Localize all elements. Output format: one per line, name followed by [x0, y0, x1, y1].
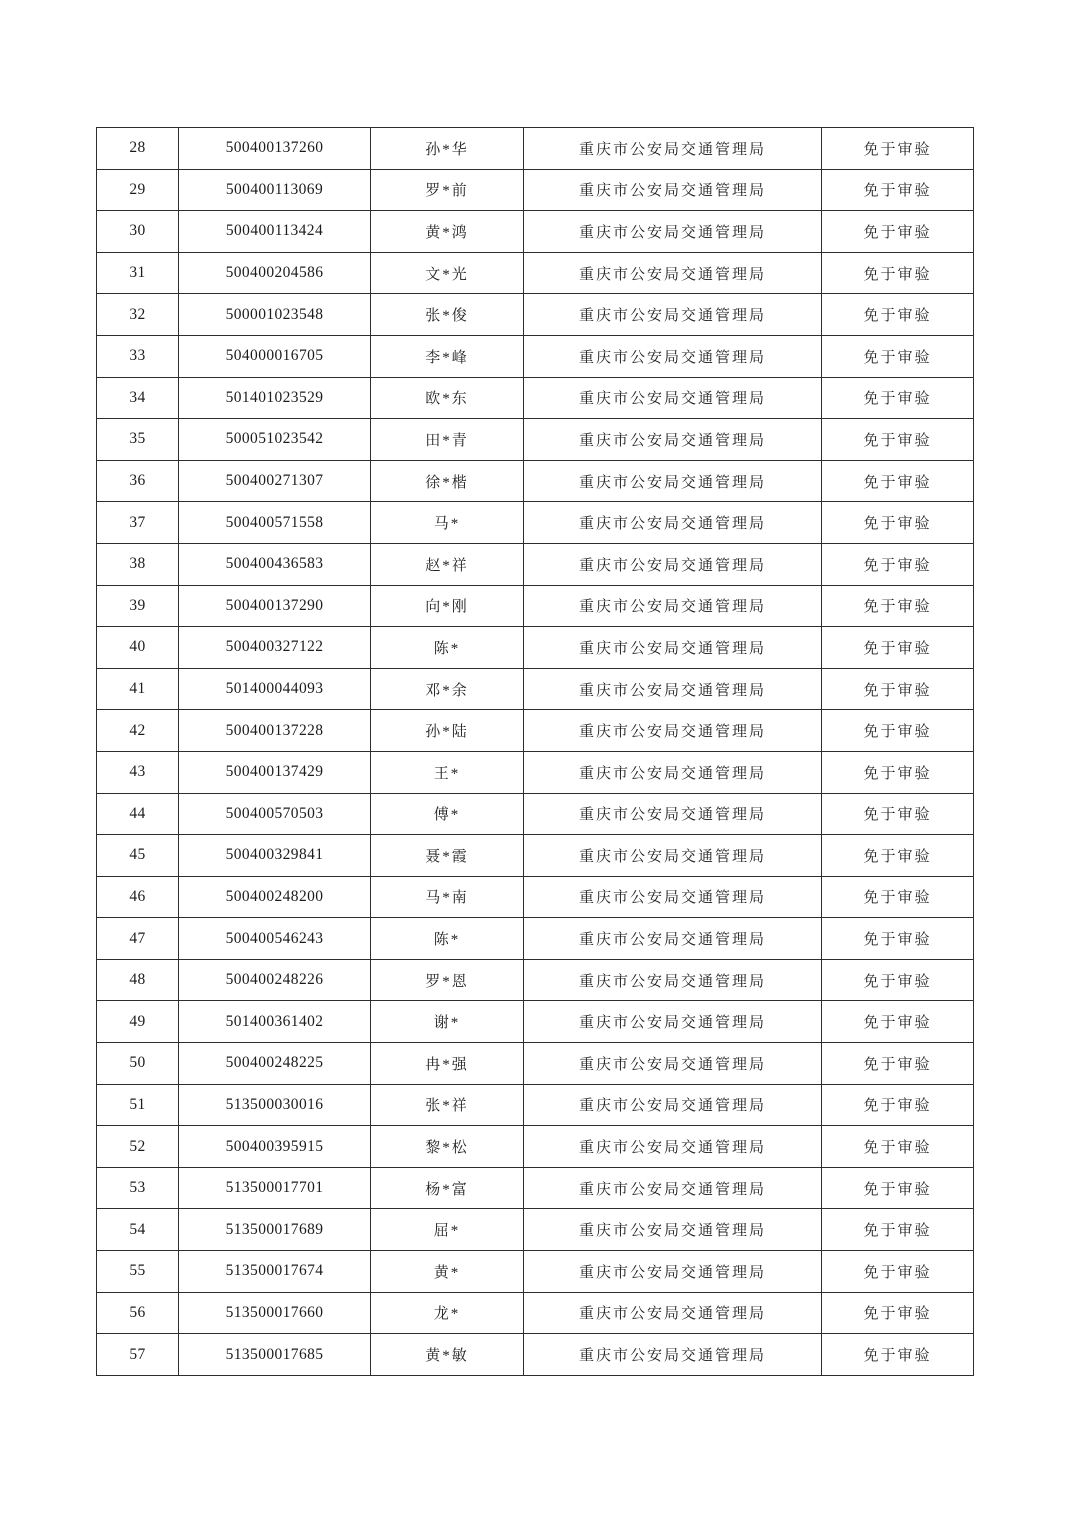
status-cell: 免于审验 [822, 252, 974, 294]
status-cell: 免于审验 [822, 335, 974, 377]
record-id-cell: 500400571558 [179, 502, 371, 544]
masked-name-cell: 龙* [371, 1292, 524, 1334]
table-row [97, 294, 974, 336]
row-number-cell: 44 [97, 793, 179, 835]
masked-name-cell: 黎*松 [371, 1126, 524, 1168]
organization-cell: 重庆市公安局交通管理局 [524, 751, 822, 793]
organization-cell: 重庆市公安局交通管理局 [524, 1001, 822, 1043]
record-id-cell: 500400327122 [179, 627, 371, 669]
masked-name-cell: 罗*恩 [371, 959, 524, 1001]
row-number-cell: 52 [97, 1126, 179, 1168]
row-number-cell: 49 [97, 1001, 179, 1043]
record-id-cell: 500400137228 [179, 710, 371, 752]
masked-name-cell: 孙*陆 [371, 710, 524, 752]
table-row [97, 1126, 974, 1168]
record-id-cell: 500400395915 [179, 1126, 371, 1168]
masked-name-cell: 马* [371, 502, 524, 544]
table-row [97, 1334, 974, 1376]
record-id-cell: 504000016705 [179, 335, 371, 377]
status-cell: 免于审验 [822, 1167, 974, 1209]
status-cell: 免于审验 [822, 460, 974, 502]
status-cell: 免于审验 [822, 1043, 974, 1085]
record-id-cell: 500051023542 [179, 419, 371, 461]
organization-cell: 重庆市公安局交通管理局 [524, 419, 822, 461]
record-id-cell: 513500017660 [179, 1292, 371, 1334]
table-row [97, 377, 974, 419]
table-row [97, 502, 974, 544]
status-cell: 免于审验 [822, 543, 974, 585]
record-id-cell: 500400113069 [179, 169, 371, 211]
record-id-cell: 500400248226 [179, 959, 371, 1001]
row-number-cell: 54 [97, 1209, 179, 1251]
table-row [97, 1043, 974, 1085]
status-cell: 免于审验 [822, 835, 974, 877]
masked-name-cell: 邓*余 [371, 668, 524, 710]
status-cell: 免于审验 [822, 419, 974, 461]
masked-name-cell: 李*峰 [371, 335, 524, 377]
row-number-cell: 56 [97, 1292, 179, 1334]
masked-name-cell: 冉*强 [371, 1043, 524, 1085]
status-cell: 免于审验 [822, 211, 974, 253]
record-id-cell: 513500017689 [179, 1209, 371, 1251]
records-table [96, 127, 974, 1376]
table-body [97, 128, 974, 1376]
masked-name-cell: 文*光 [371, 252, 524, 294]
record-id-cell: 500400204586 [179, 252, 371, 294]
masked-name-cell: 徐*楷 [371, 460, 524, 502]
table-row [97, 252, 974, 294]
organization-cell: 重庆市公安局交通管理局 [524, 793, 822, 835]
organization-cell: 重庆市公安局交通管理局 [524, 627, 822, 669]
masked-name-cell: 欧*东 [371, 377, 524, 419]
row-number-cell: 34 [97, 377, 179, 419]
row-number-cell: 55 [97, 1251, 179, 1293]
status-cell: 免于审验 [822, 128, 974, 170]
table-row [97, 710, 974, 752]
masked-name-cell: 陈* [371, 627, 524, 669]
status-cell: 免于审验 [822, 1001, 974, 1043]
masked-name-cell: 张*俊 [371, 294, 524, 336]
organization-cell: 重庆市公安局交通管理局 [524, 1043, 822, 1085]
record-id-cell: 500400137260 [179, 128, 371, 170]
status-cell: 免于审验 [822, 959, 974, 1001]
masked-name-cell: 杨*富 [371, 1167, 524, 1209]
record-id-cell: 500400329841 [179, 835, 371, 877]
row-number-cell: 39 [97, 585, 179, 627]
table-row [97, 1209, 974, 1251]
record-id-cell: 500400113424 [179, 211, 371, 253]
row-number-cell: 32 [97, 294, 179, 336]
row-number-cell: 40 [97, 627, 179, 669]
row-number-cell: 36 [97, 460, 179, 502]
status-cell: 免于审验 [822, 876, 974, 918]
masked-name-cell: 张*祥 [371, 1084, 524, 1126]
status-cell: 免于审验 [822, 1209, 974, 1251]
masked-name-cell: 屈* [371, 1209, 524, 1251]
masked-name-cell: 谢* [371, 1001, 524, 1043]
status-cell: 免于审验 [822, 169, 974, 211]
organization-cell: 重庆市公安局交通管理局 [524, 252, 822, 294]
masked-name-cell: 赵*祥 [371, 543, 524, 585]
table-row [97, 835, 974, 877]
status-cell: 免于审验 [822, 668, 974, 710]
organization-cell: 重庆市公安局交通管理局 [524, 585, 822, 627]
masked-name-cell: 孙*华 [371, 128, 524, 170]
record-id-cell: 500001023548 [179, 294, 371, 336]
row-number-cell: 47 [97, 918, 179, 960]
table-row [97, 876, 974, 918]
table-row [97, 793, 974, 835]
table-row [97, 959, 974, 1001]
status-cell: 免于审验 [822, 918, 974, 960]
table-row [97, 668, 974, 710]
table-row [97, 543, 974, 585]
table-row [97, 335, 974, 377]
row-number-cell: 43 [97, 751, 179, 793]
masked-name-cell: 马*南 [371, 876, 524, 918]
record-id-cell: 513500017685 [179, 1334, 371, 1376]
masked-name-cell: 田*青 [371, 419, 524, 461]
organization-cell: 重庆市公安局交通管理局 [524, 835, 822, 877]
table-row [97, 169, 974, 211]
row-number-cell: 46 [97, 876, 179, 918]
status-cell: 免于审验 [822, 1084, 974, 1126]
organization-cell: 重庆市公安局交通管理局 [524, 1209, 822, 1251]
status-cell: 免于审验 [822, 1292, 974, 1334]
status-cell: 免于审验 [822, 710, 974, 752]
status-cell: 免于审验 [822, 793, 974, 835]
row-number-cell: 51 [97, 1084, 179, 1126]
masked-name-cell: 向*刚 [371, 585, 524, 627]
table-row [97, 1251, 974, 1293]
row-number-cell: 57 [97, 1334, 179, 1376]
organization-cell: 重庆市公安局交通管理局 [524, 918, 822, 960]
row-number-cell: 53 [97, 1167, 179, 1209]
table-row [97, 419, 974, 461]
table-row [97, 1292, 974, 1334]
organization-cell: 重庆市公安局交通管理局 [524, 169, 822, 211]
masked-name-cell: 黄*鸿 [371, 211, 524, 253]
organization-cell: 重庆市公安局交通管理局 [524, 1167, 822, 1209]
row-number-cell: 33 [97, 335, 179, 377]
status-cell: 免于审验 [822, 502, 974, 544]
status-cell: 免于审验 [822, 1126, 974, 1168]
table-row [97, 918, 974, 960]
organization-cell: 重庆市公安局交通管理局 [524, 460, 822, 502]
row-number-cell: 42 [97, 710, 179, 752]
masked-name-cell: 傅* [371, 793, 524, 835]
record-id-cell: 500400546243 [179, 918, 371, 960]
status-cell: 免于审验 [822, 627, 974, 669]
table-row [97, 460, 974, 502]
record-id-cell: 500400248200 [179, 876, 371, 918]
organization-cell: 重庆市公安局交通管理局 [524, 1292, 822, 1334]
record-id-cell: 501400044093 [179, 668, 371, 710]
masked-name-cell: 罗*前 [371, 169, 524, 211]
table-row [97, 751, 974, 793]
organization-cell: 重庆市公安局交通管理局 [524, 876, 822, 918]
masked-name-cell: 黄*敏 [371, 1334, 524, 1376]
table-row [97, 1167, 974, 1209]
organization-cell: 重庆市公安局交通管理局 [524, 1334, 822, 1376]
masked-name-cell: 陈* [371, 918, 524, 960]
table-row [97, 1084, 974, 1126]
organization-cell: 重庆市公安局交通管理局 [524, 294, 822, 336]
status-cell: 免于审验 [822, 1334, 974, 1376]
organization-cell: 重庆市公安局交通管理局 [524, 668, 822, 710]
organization-cell: 重庆市公安局交通管理局 [524, 1126, 822, 1168]
row-number-cell: 29 [97, 169, 179, 211]
status-cell: 免于审验 [822, 377, 974, 419]
masked-name-cell: 黄* [371, 1251, 524, 1293]
record-id-cell: 500400137290 [179, 585, 371, 627]
organization-cell: 重庆市公安局交通管理局 [524, 543, 822, 585]
record-id-cell: 501401023529 [179, 377, 371, 419]
row-number-cell: 28 [97, 128, 179, 170]
masked-name-cell: 聂*霞 [371, 835, 524, 877]
row-number-cell: 45 [97, 835, 179, 877]
table-row [97, 627, 974, 669]
table-row [97, 211, 974, 253]
record-id-cell: 500400271307 [179, 460, 371, 502]
organization-cell: 重庆市公安局交通管理局 [524, 1251, 822, 1293]
row-number-cell: 50 [97, 1043, 179, 1085]
row-number-cell: 30 [97, 211, 179, 253]
row-number-cell: 35 [97, 419, 179, 461]
status-cell: 免于审验 [822, 751, 974, 793]
status-cell: 免于审验 [822, 585, 974, 627]
row-number-cell: 37 [97, 502, 179, 544]
record-id-cell: 513500017701 [179, 1167, 371, 1209]
organization-cell: 重庆市公安局交通管理局 [524, 211, 822, 253]
organization-cell: 重庆市公安局交通管理局 [524, 128, 822, 170]
status-cell: 免于审验 [822, 294, 974, 336]
organization-cell: 重庆市公安局交通管理局 [524, 502, 822, 544]
row-number-cell: 31 [97, 252, 179, 294]
row-number-cell: 48 [97, 959, 179, 1001]
status-cell: 免于审验 [822, 1251, 974, 1293]
masked-name-cell: 王* [371, 751, 524, 793]
row-number-cell: 41 [97, 668, 179, 710]
record-id-cell: 513500017674 [179, 1251, 371, 1293]
record-id-cell: 513500030016 [179, 1084, 371, 1126]
organization-cell: 重庆市公安局交通管理局 [524, 377, 822, 419]
table-row [97, 585, 974, 627]
organization-cell: 重庆市公安局交通管理局 [524, 959, 822, 1001]
organization-cell: 重庆市公安局交通管理局 [524, 335, 822, 377]
organization-cell: 重庆市公安局交通管理局 [524, 710, 822, 752]
organization-cell: 重庆市公安局交通管理局 [524, 1084, 822, 1126]
record-id-cell: 501400361402 [179, 1001, 371, 1043]
table-row [97, 1001, 974, 1043]
record-id-cell: 500400248225 [179, 1043, 371, 1085]
record-id-cell: 500400137429 [179, 751, 371, 793]
table-row [97, 128, 974, 170]
record-id-cell: 500400570503 [179, 793, 371, 835]
record-id-cell: 500400436583 [179, 543, 371, 585]
row-number-cell: 38 [97, 543, 179, 585]
